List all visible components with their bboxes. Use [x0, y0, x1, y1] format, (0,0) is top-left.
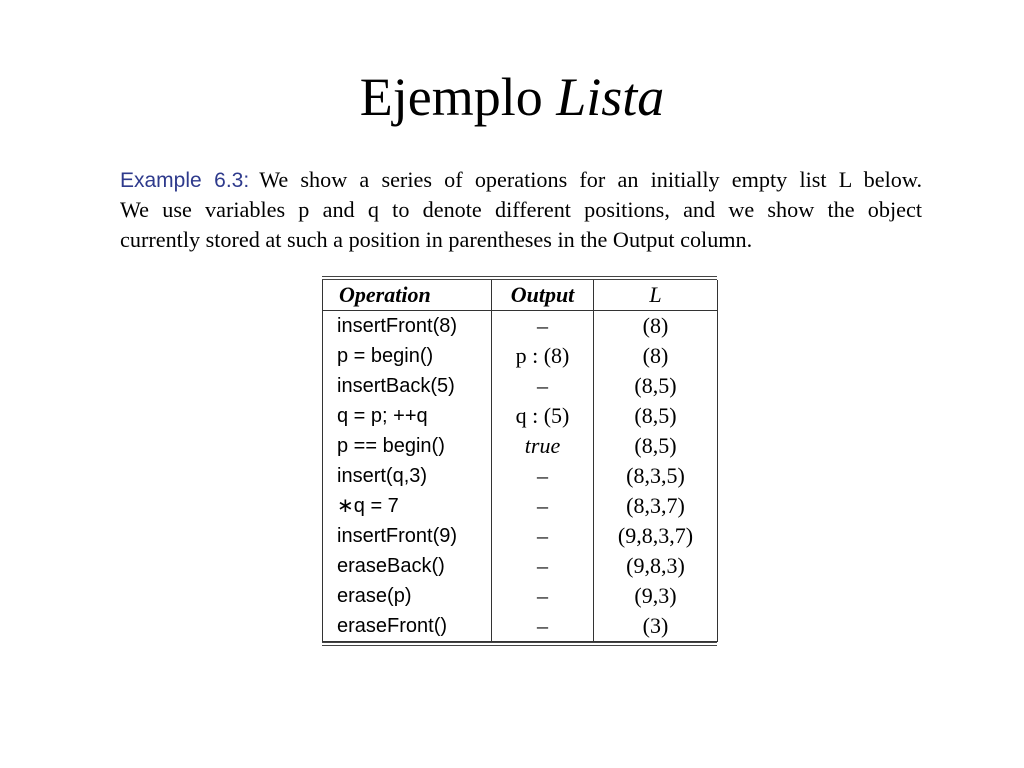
cell-output: q : (5) — [492, 401, 594, 431]
cell-output: – — [492, 581, 594, 611]
cell-output: – — [492, 611, 594, 642]
cell-list: (8,3,7) — [594, 491, 718, 521]
title-italic-text: Lista — [556, 67, 665, 127]
cell-operation: p == begin() — [323, 431, 492, 461]
example-paragraph — [120, 165, 922, 255]
cell-operation: ∗q = 7 — [323, 491, 492, 521]
cell-operation: q = p; ++q — [323, 401, 492, 431]
cell-operation: insertFront(8) — [323, 311, 492, 342]
table-row — [323, 551, 718, 581]
table-row — [323, 521, 718, 551]
cell-list: (8,5) — [594, 371, 718, 401]
table-body — [323, 311, 718, 642]
cell-list: (8,3,5) — [594, 461, 718, 491]
table-row — [323, 341, 718, 371]
cell-output: p : (8) — [492, 341, 594, 371]
cell-operation: insertFront(9) — [323, 521, 492, 551]
cell-operation: p = begin() — [323, 341, 492, 371]
table-row — [323, 611, 718, 642]
table-row — [323, 371, 718, 401]
cell-output: – — [492, 461, 594, 491]
cell-operation: eraseBack() — [323, 551, 492, 581]
table-row — [323, 431, 718, 461]
cell-list: (9,3) — [594, 581, 718, 611]
cell-list: (9,8,3) — [594, 551, 718, 581]
header-list: L — [594, 280, 718, 311]
cell-list: (8,5) — [594, 431, 718, 461]
slide-title — [0, 62, 1024, 132]
paragraph-line-1-text: We show a series of operations for an initially empty list L below. — [259, 167, 922, 192]
table-row — [323, 311, 718, 342]
header-output: Output — [492, 280, 594, 311]
table-row — [323, 491, 718, 521]
example-label: Example 6.3: — [120, 169, 250, 192]
cell-operation: insertBack(5) — [323, 371, 492, 401]
cell-list: (8,5) — [594, 401, 718, 431]
cell-output: – — [492, 521, 594, 551]
cell-list: (9,8,3,7) — [594, 521, 718, 551]
cell-list: (8) — [594, 341, 718, 371]
title-text: Ejemplo — [359, 67, 543, 127]
table-header-row — [323, 280, 718, 311]
paragraph-line-3: currently stored at such a position in parentheses in the Output column. — [120, 227, 753, 252]
table-row — [323, 401, 718, 431]
table-row — [323, 461, 718, 491]
cell-list: (8) — [594, 311, 718, 342]
paragraph-line-2: We use variables p and q to denote different positions, and we show the object — [120, 197, 922, 222]
cell-operation: insert(q,3) — [323, 461, 492, 491]
cell-operation: eraseFront() — [323, 611, 492, 642]
cell-operation: erase(p) — [323, 581, 492, 611]
table-bottom-rule — [322, 642, 717, 646]
cell-output: – — [492, 551, 594, 581]
cell-output: – — [492, 371, 594, 401]
operations-table — [322, 276, 717, 646]
paragraph-line-1 — [120, 165, 922, 195]
header-operation: Operation — [323, 280, 492, 311]
table-row — [323, 581, 718, 611]
cell-output: true — [492, 431, 594, 461]
cell-list: (3) — [594, 611, 718, 642]
cell-output: – — [492, 491, 594, 521]
cell-output: – — [492, 311, 594, 342]
